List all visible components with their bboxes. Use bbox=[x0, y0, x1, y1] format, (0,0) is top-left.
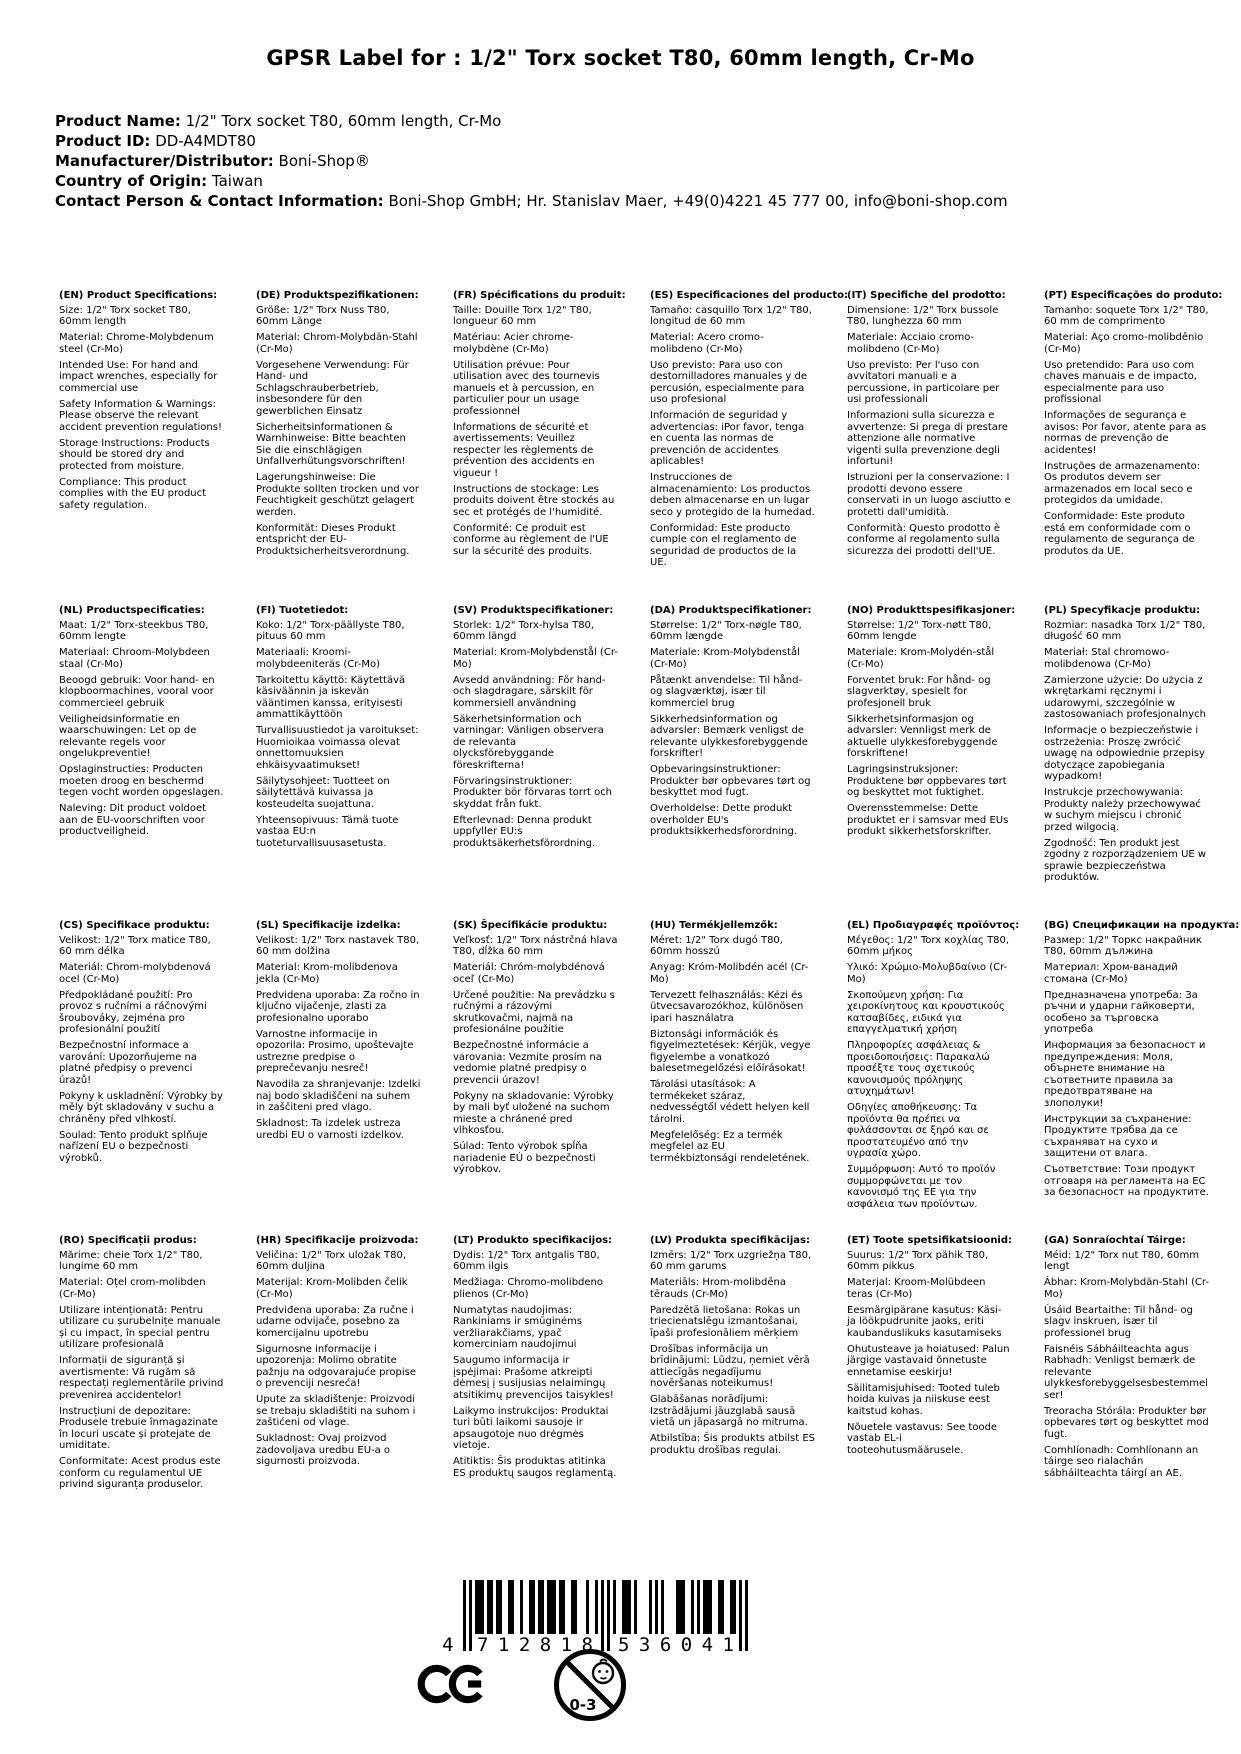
barcode-bar bbox=[607, 1580, 610, 1651]
barcode-bar bbox=[709, 1580, 712, 1634]
barcode-bar bbox=[475, 1580, 478, 1634]
spec-paragraph: Informazioni sulla sicurezza e avvertenze: Si prega di prestare attenzione alle normative vigenti sulla prevenzione degli infortuni! bbox=[847, 410, 1008, 467]
spec-paragraph: Biztonsági információk és figyelmeztetések: Kérjük, vegye figyelembe a vonatkozó balesetmegelőzési előírásokat! bbox=[650, 1028, 811, 1074]
language-block-heading: (ES) Especificaciones del producto: bbox=[650, 290, 849, 301]
barcode-bar bbox=[613, 1580, 616, 1634]
spec-paragraph: Instrucțiuni de depozitare: Produsele trebuie înmagazinate în locuri uscate și protejate de umiditate. bbox=[59, 1405, 218, 1451]
spec-paragraph: Súlad: Tento výrobok spĺňa nariadenie EÚ o bezpečnosti výrobkov. bbox=[453, 1141, 596, 1175]
spec-paragraph: Instrucciones de almacenamiento: Los productos deben almacenarse en un lugar seco y protegido de la humedad. bbox=[650, 472, 815, 518]
barcode-bar bbox=[706, 1580, 709, 1634]
spec-paragraph: Informații de siguranță și avertismente: Vă rugăm să respectați reglementările privind prevenirea accidentelor! bbox=[59, 1355, 224, 1401]
spec-paragraph: Размер: 1/2" Торкс накрайник T80, 60mm дължина bbox=[1044, 934, 1202, 957]
spec-paragraph: Informações de segurança e avisos: Por favor, atente para as normas de prevenção de acidentes! bbox=[1044, 410, 1207, 456]
spec-paragraph: Soulad: Tento produkt splňuje nařízení EU o bezpečnosti výrobků. bbox=[59, 1129, 208, 1164]
spec-paragraph: Zamierzone użycie: Do użycia z wkrętarkami ręcznymi i udarowymi, szczególnie w zastosowaniach profesjonalnych bbox=[1044, 674, 1206, 720]
spec-paragraph: Efterlevnad: Denna produkt uppfyller EU:s produktsäkerhetsförordning. bbox=[453, 814, 596, 849]
spec-paragraph: Material: Krom-Molybdenstål (Cr-Mo) bbox=[453, 647, 618, 670]
language-block-heading: (FI) Tuotetiedot: bbox=[256, 605, 349, 616]
product-info-value: Boni-Shop GmbH; Hr. Stanislav Maer, +49(0)4221 45 777 00, info@boni-shop.com bbox=[383, 192, 1008, 210]
barcode-bar bbox=[682, 1580, 685, 1634]
baby-face-icon bbox=[593, 1663, 613, 1683]
spec-paragraph: Numatytas naudojimas: Rankiniams ir smūginėms veržliarakčiams, ypač komerciniam naudojimui bbox=[453, 1304, 583, 1350]
spec-paragraph: Instrukcje przechowywania: Produkty należy przechowywać w suchym miejscu i chronić przed wilgocią. bbox=[1044, 787, 1201, 833]
spec-paragraph: Lagringsinstruksjoner: Produktene bør oppbevares tørt og beskyttet mot fuktighet. bbox=[847, 764, 1007, 798]
spec-paragraph: Opslaginstructies: Producten moeten droog en beschermd tegen vocht worden opgeslagen. bbox=[59, 764, 224, 798]
spec-paragraph: Materijal: Krom-Molibden čelik (Cr-Mo) bbox=[256, 1277, 408, 1300]
spec-paragraph: Predviđena uporaba: Za ručne i udarne odvijače, posebno za komercijalnu upotrebu bbox=[256, 1304, 414, 1339]
language-block-bg bbox=[1044, 920, 1240, 1235]
spec-paragraph: Saugumo informacija ir įspėjimai: Prašome atkreipti dėmesį į susijusias nelaimingų atsitikimų prevencijos taisykles! bbox=[453, 1355, 614, 1401]
language-block-hu bbox=[650, 920, 815, 1235]
spec-paragraph: Suurus: 1/2" Torx pähik T80, 60mm pikkus bbox=[847, 1249, 989, 1272]
spec-paragraph: Úsáid Beartaithe: Til hånd- og slagv inskruen, især til professionel brug bbox=[1044, 1304, 1193, 1339]
language-block-sv bbox=[453, 605, 618, 920]
spec-paragraph: Overholdelse: Dette produkt overholder EU's produktsikkerhedsforordning. bbox=[650, 803, 798, 837]
spec-paragraph: Konformität: Dieses Produkt entspricht der EU-Produktsicherheitsverordnung. bbox=[256, 522, 410, 557]
barcode-bar bbox=[691, 1580, 694, 1634]
product-info-label: Product ID: bbox=[55, 132, 151, 150]
barcode-bar bbox=[622, 1580, 625, 1634]
spec-paragraph: Dimensione: 1/2" Torx bussole T80, lunghezza 60 mm bbox=[847, 304, 999, 327]
spec-paragraph: Material: Aço cromo-molibdênio (Cr-Mo) bbox=[1044, 332, 1204, 355]
language-block-de bbox=[256, 290, 421, 605]
spec-paragraph: Treoracha Stórála: Produkter bør opbevares tørt og beskyttet mod fugt. bbox=[1044, 1405, 1209, 1440]
product-info-label: Manufacturer/Distributor: bbox=[55, 152, 274, 170]
spec-paragraph: Intended Use: For hand and impact wrenches, especially for commercial use bbox=[59, 359, 218, 394]
barcode-bar bbox=[601, 1580, 604, 1651]
spec-paragraph: Utilisation prévue: Pour utilisation avec des tournevis manuels et à percussion, en particulier pour un usage professionnel bbox=[453, 359, 600, 417]
spec-paragraph: Mărime: cheie Torx 1/2" T80, lungime 60 mm bbox=[59, 1249, 203, 1272]
spec-paragraph: Инструкции за съхранение: Продуктите трябва да се съхраняват на сухо и защитени от влага. bbox=[1044, 1113, 1192, 1159]
product-info-line bbox=[55, 134, 1216, 149]
spec-paragraph: Material: Chrom-Molybdän-Stahl (Cr-Mo) bbox=[256, 332, 418, 355]
spec-paragraph: Pokyny na skladovanie: Výrobky by mali byť uložené na suchom mieste a chránené pred vlhkosťou. bbox=[453, 1090, 614, 1136]
spec-paragraph: Instructions de stockage: Les produits doivent être stockés au sec et protégés de l'humidité. bbox=[453, 483, 615, 518]
language-block-heading: (PT) Especificações do produto: bbox=[1044, 290, 1223, 301]
language-block-heading: (IT) Specifiche del prodotto: bbox=[847, 290, 1006, 301]
language-block-fr bbox=[453, 290, 626, 605]
barcode-bar bbox=[550, 1580, 553, 1634]
spec-paragraph: Storage Instructions: Products should be stored dry and protected from moisture. bbox=[59, 437, 210, 472]
barcode-bar bbox=[655, 1580, 658, 1634]
spec-paragraph: Opbevaringsinstruktioner: Produkter bør opbevares tørt og beskyttet mod fugt. bbox=[650, 764, 811, 798]
spec-paragraph: Méret: 1/2" Torx dugó T80, 60mm hosszú bbox=[650, 934, 783, 957]
barcode-bar bbox=[553, 1580, 556, 1634]
spec-paragraph: Size: 1/2" Torx socket T80, 60mm length bbox=[59, 304, 191, 327]
spec-paragraph: Material: Chrome-Molybdenum steel (Cr-Mo) bbox=[59, 332, 214, 355]
barcode-digits: 536041 bbox=[618, 1634, 734, 1656]
spec-paragraph: Izmērs: 1/2" Torx uzgriežņa T80, 60 mm garums bbox=[650, 1249, 812, 1272]
barcode-bar bbox=[538, 1580, 541, 1634]
barcode-bar bbox=[595, 1580, 598, 1634]
spec-paragraph: Taille: Douille Torx 1/2" T80, longueur 60 mm bbox=[453, 304, 592, 327]
barcode-bar bbox=[496, 1580, 499, 1634]
barcode-bar bbox=[634, 1580, 637, 1634]
spec-paragraph: Sikkerhedsinformation og advarsler: Bemærk venligst de relevante ulykkesforebyggende forskrifter! bbox=[650, 713, 808, 759]
spec-paragraph: Comhlíonadh: Comhlíonann an táirge seo rialachán sábháilteachta táirgí an AE. bbox=[1044, 1444, 1199, 1479]
barcode-bar bbox=[463, 1580, 466, 1651]
spec-paragraph: Vorgesehene Verwendung: Für Hand- und Schlagschrauberbetrieb, insbesondere für den gewerblichen Einsatz bbox=[256, 359, 409, 417]
language-block-heading: (EL) Προδιαγραφές προϊόντος: bbox=[847, 920, 1020, 931]
barcode-bar bbox=[628, 1580, 631, 1634]
spec-paragraph: Påtænkt anvendelse: Til hånd- og slagværktøj, især til kommerciel brug bbox=[650, 674, 803, 709]
spec-paragraph: Tervezett felhasználás: Kézi és ütvecsavarozókhoz, különösen ipari használatra bbox=[650, 989, 804, 1024]
spec-paragraph: Zgodność: Ten produkt jest zgodny z rozporządzeniem UE w sprawie bezpieczeństwa produktów. bbox=[1044, 837, 1207, 883]
barcode-bar bbox=[676, 1580, 679, 1634]
spec-paragraph: Veiligheidsinformatie en waarschuwingen: Let op de relevante regels voor ongelukpreventie! bbox=[59, 713, 197, 759]
language-block-lv bbox=[650, 1235, 815, 1550]
spec-paragraph: Οδηγίες αποθήκευσης: Τα προϊόντα θα πρέπει να φυλάσσονται σε ξηρό και σε προστατευμένο από την υγρασία χώρο. bbox=[847, 1102, 989, 1159]
barcode-bar bbox=[478, 1580, 481, 1634]
barcode-bar bbox=[520, 1580, 523, 1634]
spec-paragraph: Förvaringsinstruktioner: Produkter bör förvaras torrt och skyddat från fukt. bbox=[453, 775, 613, 810]
spec-paragraph: Sikkerhetsinformasjon og advarsler: Vennligst merk de aktuelle ulykkesforebyggende forskriftene! bbox=[847, 713, 998, 759]
spec-paragraph: Conformitate: Acest produs este conform cu regulamentul UE privind siguranța produselor. bbox=[59, 1456, 221, 1490]
spec-paragraph: Anyag: Króm-Molibdén acél (Cr-Mo) bbox=[650, 962, 809, 985]
product-info-section bbox=[55, 114, 1216, 214]
spec-paragraph: Sigurnosne informacije i upozorenja: Molimo obratite pažnju na odgovarajuće propise o prevenciji nesreća! bbox=[256, 1343, 417, 1389]
language-block-pl bbox=[1044, 605, 1209, 920]
spec-paragraph: Atitiktis: Šis produktas atitinka ES produktų saugos reglamentą. bbox=[453, 1456, 617, 1479]
language-specs-grid bbox=[59, 290, 1240, 1550]
spec-paragraph: Conformidad: Este producto cumple con el reglamento de seguridad de productos de la UE. bbox=[650, 522, 797, 568]
spec-paragraph: Σκοπούμενη χρήση: Για χειροκίνητους και κρουστικούς κατσαβίδες, ειδικά για επαγγελματική χρήση bbox=[847, 989, 1005, 1035]
language-block-heading: (GA) Sonraíochtaí Táirge: bbox=[1044, 1235, 1186, 1246]
spec-paragraph: Avsedd användning: För hand- och slagdragare, särskilt för kommersiell användning bbox=[453, 674, 606, 709]
language-block-heading: (LV) Produkta specifikācijas: bbox=[650, 1235, 810, 1246]
barcode-bar bbox=[625, 1580, 628, 1634]
spec-paragraph: Eesmärgipärane kasutus: Käsi- ja löökpudrunite jaoks, eriti kaubanduslikuks kasutamiseks bbox=[847, 1304, 1002, 1339]
barcode-bar bbox=[571, 1580, 574, 1634]
language-block-sk bbox=[453, 920, 618, 1235]
spec-paragraph: Utilizare intenționată: Pentru utilizare cu șurubelnițe manuale și cu impact, în special pentru utilizare profesională bbox=[59, 1304, 221, 1350]
barcode-bar bbox=[511, 1580, 514, 1634]
spec-paragraph: Materiaal: Chroom-Molybdeen staal (Cr-Mo) bbox=[59, 647, 210, 670]
spec-paragraph: Instruções de armazenamento: Os produtos devem ser armazenados em local seco e protegidos da umidade. bbox=[1044, 460, 1201, 506]
spec-paragraph: Beoogd gebruik: Voor hand- en klopboormachines, vooral voor commercieel gebruik bbox=[59, 674, 215, 709]
age-warning-label: 0-3 bbox=[569, 1696, 597, 1714]
spec-paragraph: Materiale: Acciaio cromo-molibdeno (Cr-Mo) bbox=[847, 332, 975, 355]
language-block-cs bbox=[59, 920, 224, 1235]
barcode-bar bbox=[541, 1580, 544, 1634]
spec-paragraph: Størrelse: 1/2" Torx-nøgle T80, 60mm længde bbox=[650, 619, 802, 642]
language-block-no bbox=[847, 605, 1016, 920]
barcode-bar bbox=[721, 1580, 724, 1634]
barcode-bar bbox=[562, 1580, 565, 1634]
barcode-bar bbox=[703, 1580, 706, 1634]
barcode-bar bbox=[679, 1580, 682, 1634]
barcode-bar bbox=[661, 1580, 664, 1634]
language-block-sl bbox=[256, 920, 421, 1235]
spec-paragraph: Tamanho: soquete Torx 1/2" T80, 60 mm de comprimento bbox=[1044, 304, 1209, 327]
spec-paragraph: Drošības informācija un brīdinājumi: Lūdzu, ņemiet vērā attiecīgās negadījumu novēršanas noteikumus! bbox=[650, 1343, 810, 1389]
spec-paragraph: Faisnéis Sábháilteachta agus Rabhadh: Venligst bemærk de relevante ulykkesforebyggelsesbestemmelser! bbox=[1044, 1343, 1208, 1401]
spec-paragraph: Materiál: Chrom-molybdenová ocel (Cr-Mo) bbox=[59, 962, 211, 985]
product-info-line bbox=[55, 194, 1216, 209]
spec-paragraph: Istruzioni per la conservazione: I prodotti devono essere conservati in un luogo asciutto e protetti dall'umidità. bbox=[847, 472, 1011, 518]
spec-paragraph: Navodila za shranjevanje: Izdelki naj bodo skladiščeni na suhem in zaščiteni pred vlago. bbox=[256, 1079, 421, 1113]
spec-paragraph: Overensstemmelse: Dette produktet er i samsvar med EUs produkt sikkerhetsforskrifter. bbox=[847, 803, 1009, 837]
language-block-heading: (SL) Specifikacije izdelka: bbox=[256, 920, 401, 931]
product-info-line bbox=[55, 114, 1216, 129]
spec-paragraph: Materiale: Krom-Molydén-stål (Cr-Mo) bbox=[847, 647, 995, 670]
spec-paragraph: Dydis: 1/2" Torx antgalis T80, 60mm ilgis bbox=[453, 1249, 600, 1272]
language-block-fi bbox=[256, 605, 421, 920]
barcode-bar bbox=[718, 1580, 721, 1634]
spec-paragraph: Υλικό: Χρώμιο-Μολυβδαίνιο (Cr-Mo) bbox=[847, 962, 1008, 985]
product-info-line bbox=[55, 154, 1216, 169]
spec-paragraph: Předpokládané použití: Pro provoz s ručními a ráčnovými šroubováky, zejména pro profesionální použití bbox=[59, 989, 207, 1035]
spec-paragraph: Información de seguridad y advertencias: iPor favor, tenga en cuenta las normas de prevención de accidentes aplicables! bbox=[650, 410, 805, 467]
spec-paragraph: Πληροφορίες ασφάλειας & προειδοποιήσεις: Παρακαλώ προσέξτε τους σχετικούς κανονισμούς πρόληψης ατυχημάτων! bbox=[847, 1040, 990, 1097]
barcode-bar bbox=[469, 1580, 472, 1651]
barcode-digits: 4 bbox=[442, 1634, 454, 1656]
spec-paragraph: Veličina: 1/2" Torx uložak T80, 60mm duljina bbox=[256, 1249, 406, 1272]
spec-paragraph: Paredzētā lietošana: Rokas un triecienatslēgu izmantošanai, īpaši profesionāliem mērķiem bbox=[650, 1304, 801, 1339]
language-block-en bbox=[59, 290, 224, 605]
spec-paragraph: Größe: 1/2" Torx Nuss T80, 60mm Länge bbox=[256, 304, 390, 327]
product-info-value: 1/2" Torx socket T80, 60mm length, Cr-Mo bbox=[180, 112, 502, 130]
language-block-ro bbox=[59, 1235, 224, 1550]
spec-paragraph: Sukladnost: Ovaj proizvod zadovoljava uredbu EU-a o sigurnosti proizvoda. bbox=[256, 1433, 391, 1467]
barcode-bar bbox=[487, 1580, 490, 1634]
spec-paragraph: Materiaali: Kroomi-molybdeeniteräs (Cr-Mo) bbox=[256, 647, 380, 670]
spec-paragraph: Méid: 1/2" Torx nut T80, 60mm lengt bbox=[1044, 1249, 1199, 1272]
spec-paragraph: Velikost: 1/2" Torx nastavek T80, 60 mm dolžina bbox=[256, 934, 420, 957]
product-info-label: Product Name: bbox=[55, 112, 181, 130]
language-block-da bbox=[650, 605, 815, 920]
spec-paragraph: Størrelse: 1/2" Torx-nøtt T80, 60mm lengde bbox=[847, 619, 992, 642]
language-block-nl bbox=[59, 605, 224, 920]
language-block-heading: (ET) Toote spetsifikatsioonid: bbox=[847, 1235, 1013, 1246]
spec-paragraph: Съответствие: Този продукт отговаря на регламента на ЕС за безопасност на продуктите. bbox=[1044, 1164, 1209, 1198]
barcode-bar bbox=[574, 1580, 577, 1634]
language-block-heading: (NO) Produkttspesifikasjoner: bbox=[847, 605, 1016, 616]
barcode-bar bbox=[733, 1580, 736, 1634]
spec-paragraph: Megfelelőség: Ez a termék megfelel az EU termékbiztonsági rendeletének. bbox=[650, 1129, 810, 1164]
spec-paragraph: Информация за безопасност и предупреждения: Моля, обърнете внимание на съответните правила за предотвратяване на злополуки! bbox=[1044, 1040, 1206, 1109]
language-block-heading: (SK) Špecifikácie produktu: bbox=[453, 920, 608, 931]
barcode-bar bbox=[559, 1580, 562, 1634]
spec-paragraph: Materiāls: Hrom-molibdēna tērauds (Cr-Mo) bbox=[650, 1277, 786, 1300]
language-block-et bbox=[847, 1235, 1012, 1550]
language-block-lt bbox=[453, 1235, 618, 1550]
spec-paragraph: Atbilstība: Šis produkts atbilst ES produktu drošības regulai. bbox=[650, 1433, 816, 1456]
spec-paragraph: Bezpečnostní informace a varování: Upozorňujeme na platné předpisy o prevenci úrazů! bbox=[59, 1040, 197, 1086]
spec-paragraph: Ábhar: Krom-Molybdän-Stahl (Cr-Mo) bbox=[1044, 1277, 1209, 1300]
language-block-el bbox=[847, 920, 1020, 1235]
spec-paragraph: Conformità: Questo prodotto è conforme al regolamento sulla sicurezza dei prodotti dell'UE. bbox=[847, 522, 1001, 557]
language-block-heading: (NL) Productspecificaties: bbox=[59, 605, 205, 616]
barcode-bar bbox=[547, 1580, 550, 1634]
product-info-value: Taiwan bbox=[207, 172, 263, 190]
spec-paragraph: Safety Information & Warnings: Please observe the relevant accident prevention regulations! bbox=[59, 398, 222, 433]
product-info-line bbox=[55, 174, 1216, 189]
spec-paragraph: Forventet bruk: For hånd- og slagverktøy, spesielt for profesjonell bruk bbox=[847, 674, 991, 709]
spec-paragraph: Veľkosť: 1/2" Torx nástrčná hlava T80, dĺžka 60 mm bbox=[453, 934, 618, 957]
language-block-heading: (PL) Specyfikacje produktu: bbox=[1044, 605, 1201, 616]
language-block-it bbox=[847, 290, 1012, 605]
product-info-label: Contact Person & Contact Information: bbox=[55, 192, 384, 210]
language-block-heading: (LT) Produkto specifikacijos: bbox=[453, 1235, 613, 1246]
ce-mark-icon bbox=[417, 1662, 489, 1706]
spec-paragraph: Säilitamisjuhised: Tooted tuleb hoida kuivas ja niiskuse eest kaitstud kohas. bbox=[847, 1382, 1000, 1417]
spec-paragraph: Συμμόρφωση: Αυτό το προϊόν συμμορφώνεται με τον κανονισμό της ΕΕ για την ασφάλεια των προϊόντων. bbox=[847, 1164, 996, 1210]
spec-paragraph: Material: Oțel crom-molibden (Cr-Mo) bbox=[59, 1277, 206, 1300]
spec-paragraph: Informacje o bezpieczeństwie i ostrzeżenia: Proszę zwrócić uwagę na odpowiednie przepisy dotyczące zapobiegania wypadkom! bbox=[1044, 725, 1205, 782]
spec-paragraph: Materiale: Krom-Molybdenstål (Cr-Mo) bbox=[650, 647, 800, 670]
spec-paragraph: Skladnost: Ta izdelek ustreza uredbi EU o varnosti izdelkov. bbox=[256, 1118, 404, 1141]
spec-paragraph: Compliance: This product complies with the EU product safety regulation. bbox=[59, 476, 207, 511]
spec-paragraph: Conformité: Ce produit est conforme au règlement de l'UE sur la sécurité des produits. bbox=[453, 522, 609, 557]
barcode-bar bbox=[490, 1580, 493, 1634]
barcode-bar bbox=[739, 1580, 742, 1651]
spec-paragraph: Určené použitie: Na prevádzku s ručnými a rázovými skrutkovačmi, najmä na profesionálne použitie bbox=[453, 989, 615, 1035]
spec-paragraph: Naleving: Dit product voldoet aan de EU-voorschriften voor productveiligheid. bbox=[59, 803, 207, 837]
barcode-bar bbox=[586, 1580, 589, 1634]
barcode-bar bbox=[532, 1580, 535, 1634]
spec-paragraph: Predvidena uporaba: Za ročno in ključno vijačenje, zlasti za profesionalno uporabo bbox=[256, 989, 420, 1024]
spec-paragraph: Ohutusteave ja hoiatused: Palun järgige vastavaid õnnetuste ennetamise eeskirju! bbox=[847, 1343, 1010, 1378]
language-block-heading: (FR) Spécifications du produit: bbox=[453, 290, 626, 301]
barcode-bar bbox=[499, 1580, 502, 1634]
age-warning-icon bbox=[552, 1647, 628, 1723]
language-block-heading: (DA) Produktspecifikationer: bbox=[650, 605, 812, 616]
language-block-heading: (BG) Спецификации на продукта: bbox=[1044, 920, 1240, 931]
language-block-heading: (EN) Product Specifications: bbox=[59, 290, 218, 301]
spec-paragraph: Laikymo instrukcijos: Produktai turi būti laikomi sausoje ir apsaugotoje nuo drėgmės vietoje. bbox=[453, 1405, 609, 1451]
spec-paragraph: Материал: Хром-ванадий стомана (Cr-Mo) bbox=[1044, 962, 1178, 985]
spec-paragraph: Materiál: Chróm-molybdénová oceľ (Cr-Mo) bbox=[453, 962, 605, 985]
spec-paragraph: Storlek: 1/2" Torx-hylsa T80, 60mm längd bbox=[453, 619, 595, 642]
language-block-heading: (SV) Produktspecifikationer: bbox=[453, 605, 614, 616]
spec-paragraph: Medžiaga: Chromo-molibdeno plienos (Cr-Mo) bbox=[453, 1277, 604, 1300]
spec-paragraph: Materjal: Kroom-Molübdeen teras (Cr-Mo) bbox=[847, 1277, 986, 1300]
page-title: GPSR Label for : 1/2" Torx socket T80, 60mm length, Cr-Mo bbox=[266, 46, 975, 70]
spec-paragraph: Maat: 1/2" Torx-steekbus T80, 60mm lengte bbox=[59, 619, 209, 642]
spec-paragraph: Rozmiar: nasadka Torx 1/2" T80, długość 60 mm bbox=[1044, 619, 1206, 642]
spec-paragraph: Uso previsto: Per l'uso con avvitatori manuali e a percussione, in particolare per usi professionali bbox=[847, 359, 1000, 405]
language-block-es bbox=[650, 290, 849, 605]
product-info-value: Boni-Shop® bbox=[273, 152, 370, 170]
spec-paragraph: Informations de sécurité et avertissements: Veuillez respecter les règlements de prévention des accidents en vigueur ! bbox=[453, 421, 595, 479]
spec-paragraph: Yhteensopivuus: Tämä tuote vastaa EU:n tuoteturvallisuusasetusta. bbox=[256, 814, 399, 849]
spec-paragraph: Μέγεθος: 1/2" Torx κοχλίας T80, 60mm μήκος bbox=[847, 934, 1010, 957]
language-block-ga bbox=[1044, 1235, 1209, 1550]
product-info-label: Country of Origin: bbox=[55, 172, 208, 190]
language-block-heading: (DE) Produktspezifikationen: bbox=[256, 290, 419, 301]
product-info-value: DD-A4MDT80 bbox=[150, 132, 256, 150]
spec-paragraph: Velikost: 1/2" Torx matice T80, 60 mm délka bbox=[59, 934, 211, 957]
barcode-bar bbox=[730, 1580, 733, 1634]
language-block-hr bbox=[256, 1235, 421, 1550]
spec-paragraph: Upute za skladištenje: Proizvodi se trebaju skladištiti na suhom i zaštićeni od vlage. bbox=[256, 1394, 416, 1428]
spec-paragraph: Sicherheitsinformationen & Warnhinweise: Bitte beachten Sie die einschlägigen Unfallverhütungsvorschriften! bbox=[256, 421, 406, 467]
spec-paragraph: Säkerhetsinformation och varningar: Vänligen observera de relevanta olycksförebyggande föreskrifterna! bbox=[453, 713, 604, 771]
barcode-bar bbox=[649, 1580, 652, 1634]
language-block-pt bbox=[1044, 290, 1223, 605]
barcode-bar bbox=[481, 1580, 484, 1634]
barcode-bar bbox=[745, 1580, 748, 1651]
language-block-heading: (CS) Specifikace produktu: bbox=[59, 920, 210, 931]
spec-paragraph: Säilytysohjeet: Tuotteet on säilytettävä kuivassa ja kosteudelta suojattuna. bbox=[256, 775, 390, 810]
spec-paragraph: Lagerungshinweise: Die Produkte sollten trocken und vor Feuchtigkeit geschützt gelagert werden. bbox=[256, 472, 419, 518]
spec-paragraph: Matériau: Acier chrome-molybdène (Cr-Mo) bbox=[453, 332, 574, 355]
spec-paragraph: Koko: 1/2" Torx-päällyste T80, pituus 60 mm bbox=[256, 619, 405, 642]
spec-paragraph: Conformidade: Este produto está em conformidade com o regulamento de segurança de produtos da UE. bbox=[1044, 511, 1195, 557]
language-block-heading: (RO) Specificații produs: bbox=[59, 1235, 197, 1246]
spec-paragraph: Turvallisuustiedot ja varoitukset: Huomioikaa voimassa olevat onnettomuuksien ehkäisyvaatimukset! bbox=[256, 725, 419, 771]
spec-paragraph: Pokyny k uskladnění: Výrobky by měly být skladovány v suchu a chráněny před vlhkostí. bbox=[59, 1090, 223, 1125]
spec-paragraph: Tarkoitettu käyttö: Käytettävä käsiväännin ja iskevän vääntimen kanssa, erityisesti ammattikäyttöön bbox=[256, 674, 406, 720]
spec-paragraph: Uso pretendido: Para uso com chaves manuais e de impacto, especialmente para uso profissional bbox=[1044, 359, 1197, 405]
spec-paragraph: Предназначена употреба: За ръчни и ударни гайковерти, особено за търговска употреба bbox=[1044, 989, 1198, 1035]
language-block-heading: (HU) Termékjellemzők: bbox=[650, 920, 778, 931]
spec-paragraph: Material: Acero cromo-molibdeno (Cr-Mo) bbox=[650, 332, 764, 355]
barcode-bar bbox=[529, 1580, 532, 1634]
spec-paragraph: Tárolási utasítások: A termékeket száraz, nedvességtől védett helyen kell tárolni. bbox=[650, 1079, 810, 1125]
spec-paragraph: Material: Krom-molibdenova jekla (Cr-Mo) bbox=[256, 962, 398, 985]
spec-paragraph: Uso previsto: Para uso con destornilladores manuales y de percusión, especialmente para uso profesional bbox=[650, 359, 807, 405]
barcode-bar bbox=[697, 1580, 700, 1634]
spec-paragraph: Materiał: Stal chromowo-molibdenowa (Cr-Mo) bbox=[1044, 647, 1170, 670]
spec-paragraph: Tamaño: casquillo Torx 1/2" T80, longitud de 60 mm bbox=[650, 304, 812, 327]
spec-paragraph: Nõuetele vastavus: See toode vastab EL-i tooteohutusmäärusele. bbox=[847, 1421, 998, 1456]
barcode-digits: 712818 bbox=[477, 1634, 593, 1656]
spec-paragraph: Glabāšanas norādījumi: Izstrādājumi jāuzglabā sausā vietā un jāpasargā no mitruma. bbox=[650, 1394, 808, 1428]
spec-paragraph: Varnostne informacije in opozorila: Prosimo, upoštevajte ustrezne predpise o preprečevanju nesreč! bbox=[256, 1028, 414, 1074]
spec-paragraph: Bezpečnostné informácie a varovania: Vezmite prosím na vedomie platné predpisy o prevencii úrazov! bbox=[453, 1040, 602, 1086]
language-block-heading: (HR) Specifikacije proizvoda: bbox=[256, 1235, 419, 1246]
barcode-bar bbox=[508, 1580, 511, 1634]
